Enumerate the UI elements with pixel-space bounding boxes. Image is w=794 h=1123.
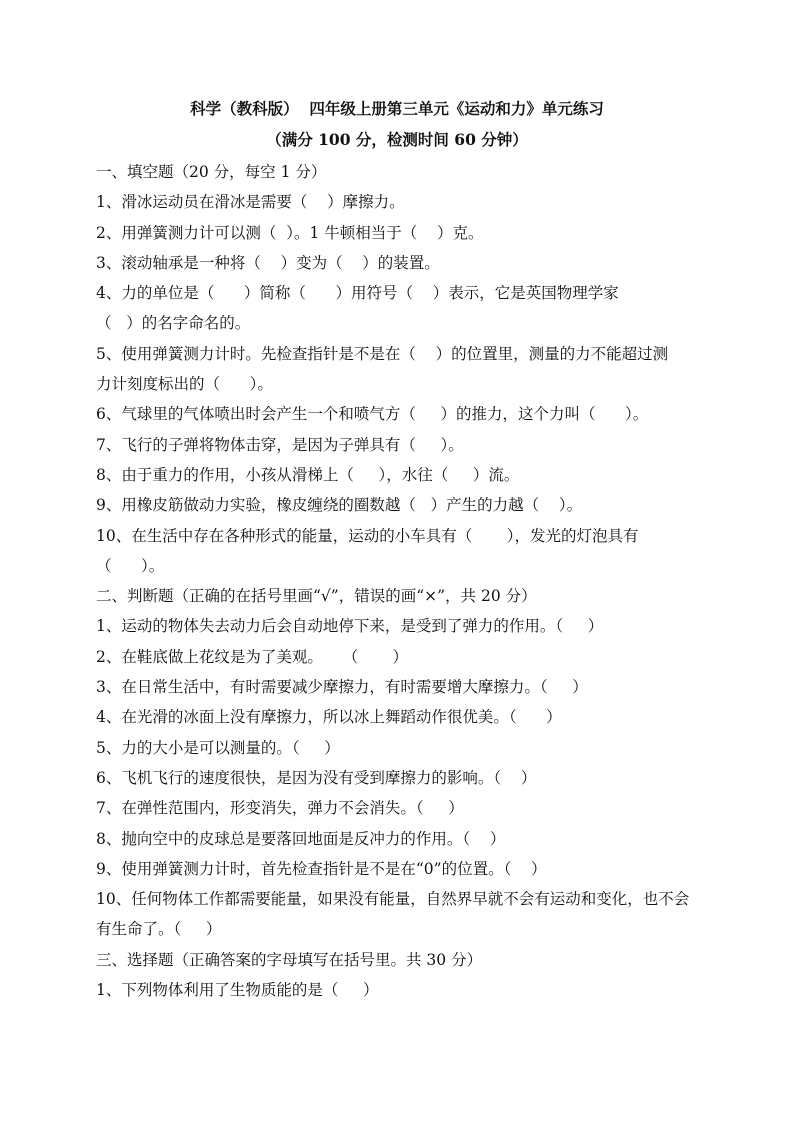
page-subtitle: （满分 100 分，检测时间 60 分钟） [266, 130, 528, 149]
question-line: 7、在弹性范围内，形变消失，弹力不会消失。（ ） [96, 799, 464, 818]
question-line: 8、由于重力的作用，小孩从滑梯上（ ），水往（ ）流。 [96, 465, 520, 484]
question-line: 有生命了。（ ） [96, 920, 222, 939]
question-line: 10、任何物体工作都需要能量，如果没有能量，自然界早就不会有运动和变化，也不会 [96, 890, 690, 909]
section-heading-fill-in: 一、填空题（20 分，每空 1 分） [96, 163, 327, 181]
question-line: 2、用弹簧测力计可以测（ ）。1 牛顿相当于（ ）克。 [96, 223, 484, 242]
question-line: 5、力的大小是可以测量的。（ ） [96, 738, 340, 757]
worksheet-body [96, 157, 702, 1005]
question-line: 1、下列物体利用了生物质能的是（ ） [96, 981, 379, 1000]
question-line: 1、滑冰运动员在滑冰是需要（ ）摩擦力。 [96, 193, 405, 212]
page-title: 科学（教科版） 四年级上册第三单元《运动和力》单元练习 [190, 99, 604, 118]
question-line: （ ）的名字命名的。 [96, 314, 251, 333]
question-line: 1、运动的物体失去动力后会自动地停下来，是受到了弹力的作用。（ ） [96, 617, 604, 636]
section-heading-true-false: 二、判断题（正确的在括号里画“√”，错误的画“×”，共 20 分） [96, 587, 537, 606]
question-line: 2、在鞋底做上花纹是为了美观。 （ ） [96, 647, 409, 666]
question-line: 6、气球里的气体喷出时会产生一个和喷气方（ ）的推力，这个力叫（ ）。 [96, 405, 649, 424]
question-line: 4、力的单位是（ ）简称（ ）用符号（ ）表示，它是英国物理学家 [96, 284, 619, 303]
question-line: 力计刻度标出的（ ）。 [96, 375, 273, 394]
question-line: （ ）。 [96, 556, 165, 575]
question-line: 7、飞行的子弹将物体击穿，是因为子弹具有（ ）。 [96, 435, 464, 454]
question-line: 8、抛向空中的皮球总是要落回地面是反冲力的作用。（ ） [96, 829, 506, 848]
question-line: 10、在生活中存在各种形式的能量，运动的小车具有（ ），发光的灯泡具有 [96, 526, 639, 545]
question-line: 5、使用弹簧测力计时。先检查指针是不是在（ ）的位置里，测量的力不能超过测 [96, 344, 669, 363]
section-heading-multiple-choice: 三、选择题（正确答案的字母填写在括号里。共 30 分） [96, 950, 483, 969]
question-line: 9、使用弹簧测力计时，首先检查指针是不是在“0”的位置。（ ） [96, 859, 547, 878]
question-line: 9、用橡皮筋做动力实验，橡皮缠绕的圈数越（ ）产生的力越（ ）。 [96, 496, 583, 515]
question-line: 3、在日常生活中，有时需要减少摩擦力，有时需要增大摩擦力。（ ） [96, 678, 588, 697]
question-line: 3、滚动轴承是一种将（ ）变为（ ）的装置。 [96, 253, 440, 272]
question-line: 4、在光滑的冰面上没有摩擦力，所以冰上舞蹈动作很优美。（ ） [96, 708, 562, 727]
question-line: 6、飞机飞行的速度很快，是因为没有受到摩擦力的影响。（ ） [96, 768, 537, 787]
